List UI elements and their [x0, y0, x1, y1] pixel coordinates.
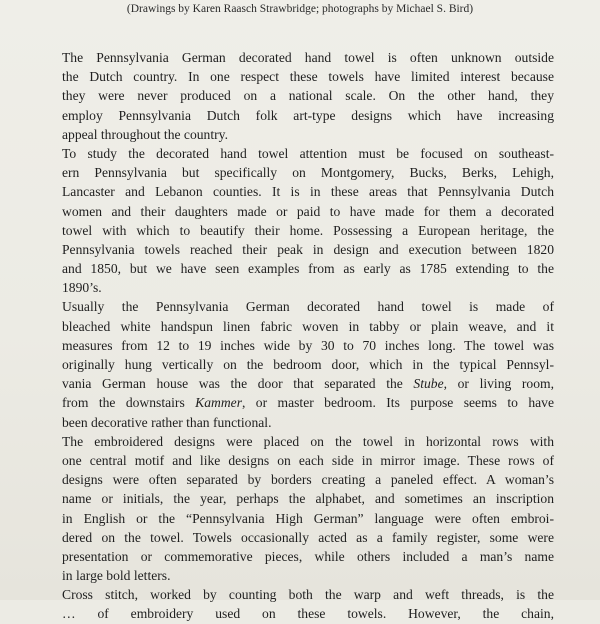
text-line: vania German house was the door that separated the Stube, or living room, [62, 376, 554, 392]
text-line: they were never produced on a national scale. On the other hand, they [62, 88, 554, 104]
italic-term: Stube [413, 376, 444, 392]
text-line: bleached white handspun linen fabric woven in tabby or plain weave, and it [62, 318, 554, 334]
photo-credit: (Drawings by Karen Raasch Strawbridge; photographs by Michael S. Bird) [126, 3, 474, 15]
text-line: The Pennsylvania German decorated hand towel is often unknown outside [62, 50, 554, 65]
text-line: employ Pennsylvania Dutch folk art-type designs which have increasing [62, 107, 554, 123]
text-line: the Dutch country. In one respect these towels have limited interest because [62, 69, 554, 85]
text-line: Pennsylvania towels reached their peak in design and execution between 1820 [62, 241, 554, 257]
article-body [62, 48, 554, 624]
text-line: To study the decorated hand towel attention must be focused on southeast- [62, 145, 554, 161]
paragraph-3 [62, 297, 554, 431]
text-line: The embroidered designs were placed on the towel in horizontal rows with [62, 433, 554, 449]
text-line: Cross stitch, worked by counting both the warp and weft threads, is the [62, 587, 554, 603]
text-line: been decorative rather than functional. [62, 414, 272, 430]
text-line: name or initials, the year, perhaps the alphabet, and sometimes an inscription [62, 491, 554, 507]
paragraph-5 [62, 585, 554, 623]
text-line: originally hung vertically on the bedroom door, which in the typical Pennsyl- [62, 357, 554, 372]
text-line: dered on the towel. Towels occasionally acted as a family register, some were [62, 529, 554, 545]
paragraph-1 [62, 48, 554, 144]
text-line: presentation or commemorative pieces, while others included a man’s name [62, 548, 554, 564]
text-line: Usually the Pennsylvania German decorated hand towel is made of [62, 299, 554, 315]
paragraph-4 [62, 432, 554, 586]
text-line: in English or the “Pennsylvania High German” language were often embroi- [62, 510, 554, 526]
text-line: Lancaster and Lebanon counties. It is in these areas that Pennsylvania Dutch [62, 184, 554, 200]
text-line: designs were often separated by borders creating a paneled effect. A woman’s [62, 472, 554, 488]
text-line: in large bold letters. [62, 568, 171, 584]
text-line: … of embroidery used on these towels. However, the chain, [62, 606, 554, 622]
text-line: one central motif and like designs on each side in mirror image. These rows of [62, 452, 554, 468]
paragraph-2 [62, 144, 554, 298]
text-line: and 1850, but we have seen examples from as early as 1785 extending to the [62, 261, 554, 277]
text-line: 1890’s. [62, 280, 102, 296]
text-line: towel with which to beautify their home. Possessing a European heritage, the [62, 222, 554, 238]
text-line: from the downstairs Kammer, or master bedroom. Its purpose seems to have [62, 395, 554, 411]
text-line: measures from 12 to 19 inches wide by 30 to 70 inches long. The towel was [62, 337, 554, 353]
text-line: ern Pennsylvania but specifically on Montgomery, Bucks, Berks, Lehigh, [62, 165, 554, 181]
text-line: women and their daughters made or paid to have made for them a decorated [62, 203, 554, 219]
italic-term: Kammer [195, 395, 242, 411]
text-line: appeal throughout the country. [62, 126, 228, 142]
